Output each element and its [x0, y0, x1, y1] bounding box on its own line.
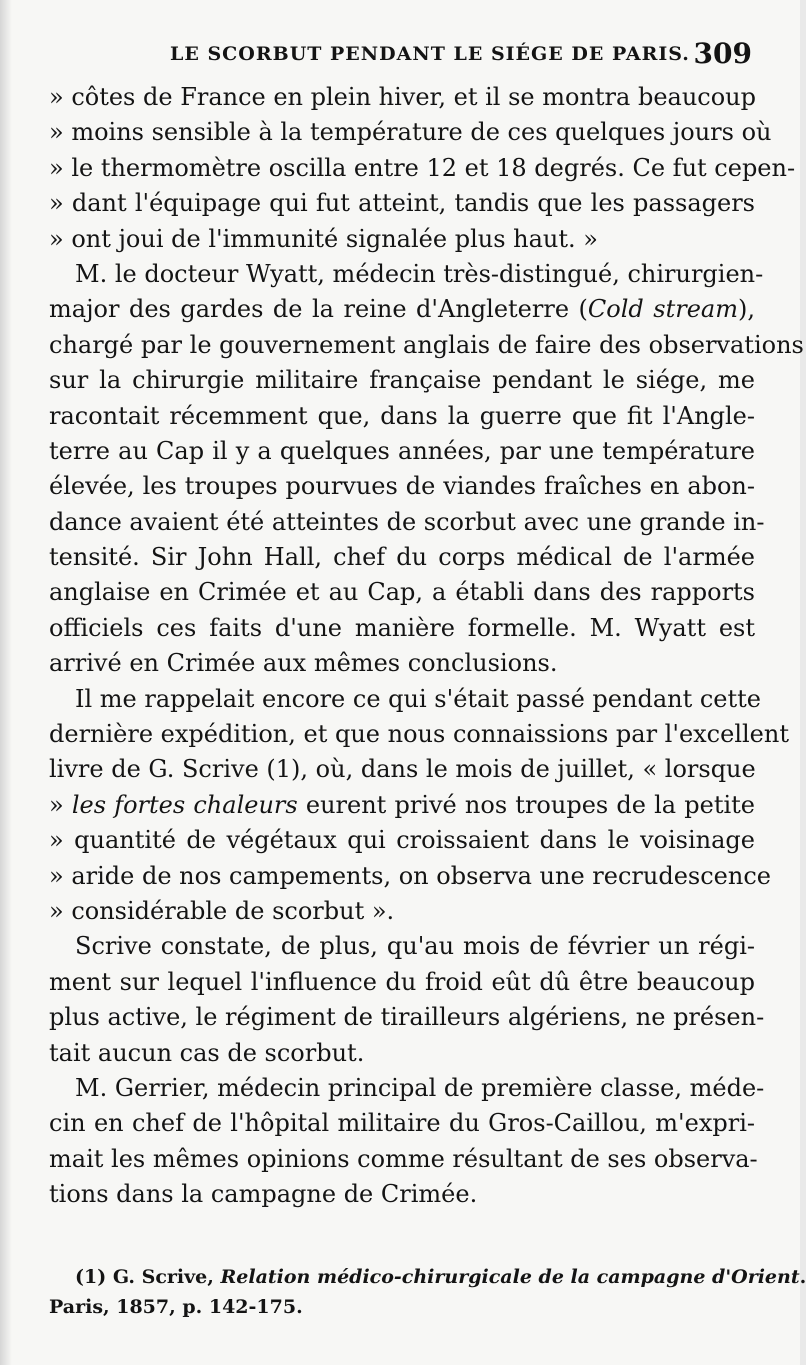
footnote-line: Paris, 1857, p. 142-175.: [49, 1296, 303, 1318]
text-line: officiels ces faits d'une manière formelle. M. Wyatt est: [49, 613, 755, 642]
footnote-prefix: (1) G. Scrive,: [75, 1266, 221, 1288]
text-line: plus active, le régiment de tirailleurs algériens, ne présen-: [49, 1003, 765, 1032]
paragraph-2: [49, 257, 804, 682]
page-gutter-shadow: [0, 0, 12, 1365]
text-line: [49, 292, 755, 327]
text-line: Scrive constate, de plus, qu'au mois de février un régi-: [75, 932, 755, 961]
text-line: chargé par le gouvernement anglais de faire des observations: [49, 330, 804, 359]
text-line: dance avaient été atteintes de scorbut avec une grande in-: [49, 507, 765, 536]
paragraph-4: [49, 929, 765, 1071]
text-segment: ),: [738, 295, 755, 324]
text-line: dernière expédition, et que nous connaissions par l'excellent: [49, 720, 789, 749]
footnote: [49, 1262, 806, 1322]
running-title: LE SCORBUT PENDANT LE SIÉGE DE PARIS.: [170, 43, 690, 65]
paragraph-3: [49, 682, 789, 930]
text-line: anglaise en Crimée et au Cap, a établi dans des rapports: [49, 578, 755, 607]
page-header: [0, 37, 800, 73]
footnote-title: Relation médico-chirurgicale de la campagne d'Orient: [220, 1266, 800, 1288]
text-line: sur la chirurgie militaire française pendant le siége, me: [49, 366, 755, 395]
text-line: » dant l'équipage qui fut atteint, tandis que les passagers: [49, 189, 755, 218]
text-segment: eurent privé nos troupes de la petite: [297, 790, 756, 819]
text-line: » quantité de végétaux qui croissaient dans le voisinage: [49, 826, 755, 855]
italic-text: Cold stream: [587, 295, 738, 324]
page-number: 309: [693, 37, 752, 70]
text-line: tensité. Sir John Hall, chef du corps médical de l'armée: [49, 543, 755, 572]
text-line: M. Gerrier, médecin principal de première classe, méde-: [75, 1073, 765, 1102]
text-line: cin en chef de l'hôpital militaire du Gros-Caillou, m'expri-: [49, 1109, 755, 1138]
text-line: » moins sensible à la température de ces quelques jours où: [49, 118, 772, 147]
text-line: tions dans la campagne de Crimée.: [49, 1180, 478, 1209]
text-line: arrivé en Crimée aux mêmes conclusions.: [49, 649, 558, 678]
paragraph-5: [49, 1071, 765, 1213]
text-line: » le thermomètre oscilla entre 12 et 18 degrés. Ce fut cepen-: [49, 153, 796, 182]
text-line: mait les mêmes opinions comme résultant de ses observa-: [49, 1144, 758, 1173]
text-line: racontait récemment que, dans la guerre que fit l'Angle-: [49, 401, 755, 430]
text-line: » considérable de scorbut ».: [49, 896, 395, 925]
text-line: élevée, les troupes pourvues de viandes fraîches en abon-: [49, 472, 755, 501]
paragraph-1: [49, 80, 796, 257]
text-line: ment sur lequel l'influence du froid eût dû être beaucoup: [49, 967, 755, 996]
body-text: [49, 80, 804, 1213]
text-line: » ont joui de l'immunité signalée plus haut. »: [49, 224, 598, 253]
text-line: livre de G. Scrive (1), où, dans le mois de juillet, « lorsque: [49, 755, 756, 784]
footnote-line: [49, 1262, 806, 1292]
text-line: M. le docteur Wyatt, médecin très-distingué, chirurgien-: [75, 259, 764, 288]
text-segment: »: [49, 790, 72, 819]
text-line: » aride de nos campements, on observa une recrudescence: [49, 861, 771, 890]
italic-text: les fortes chaleurs: [71, 790, 298, 819]
footnote-suffix: .: [799, 1266, 806, 1288]
text-line: terre au Cap il y a quelques années, par une température: [49, 436, 755, 465]
text-line: Il me rappelait encore ce qui s'était passé pendant cette: [75, 684, 761, 713]
text-segment: major des gardes de la reine d'Angleterre (: [49, 295, 588, 324]
text-line: tait aucun cas de scorbut.: [49, 1038, 365, 1067]
text-line: » côtes de France en plein hiver, et il se montra beaucoup: [49, 83, 757, 111]
text-line: [49, 788, 755, 823]
